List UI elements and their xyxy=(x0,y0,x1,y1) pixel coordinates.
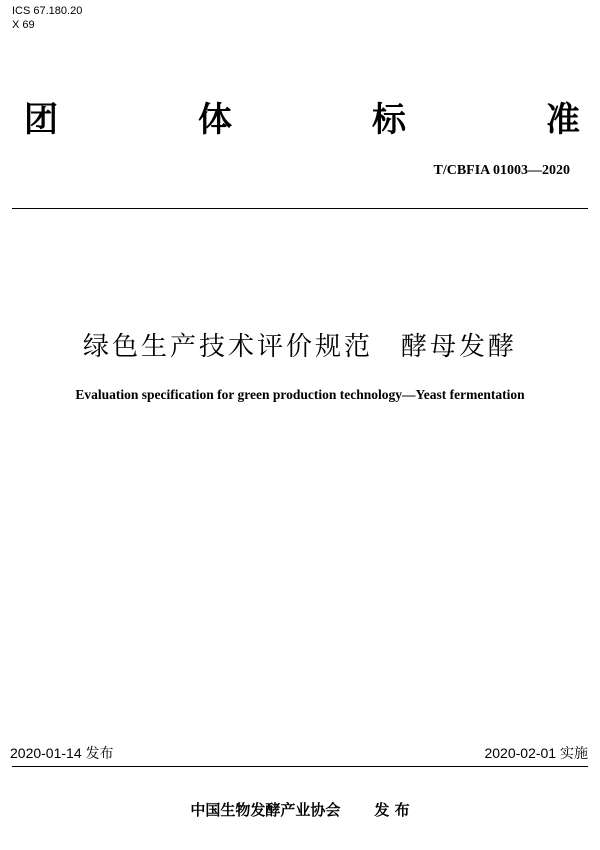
standard-type-char: 准 xyxy=(546,100,580,140)
publisher-action: 发 布 xyxy=(374,801,410,819)
top-divider xyxy=(12,208,588,209)
english-title: Evaluation specification for green production technology—Yeast fermentation xyxy=(75,387,525,402)
chinese-title xyxy=(0,329,600,365)
ics-code: ICS 67.180.20 xyxy=(12,5,83,17)
publisher-line xyxy=(0,800,600,820)
chinese-title-main: 绿色生产技术评价规范 xyxy=(82,332,373,362)
standard-type-heading xyxy=(24,100,580,140)
bottom-divider xyxy=(12,766,588,767)
standard-number: T/CBFIA 01003—2020 xyxy=(433,163,570,178)
chinese-title-sub: 酵母发酵 xyxy=(401,332,518,362)
publisher-name: 中国生物发酵产业协会 xyxy=(190,801,341,819)
implementation-date: 2020-02-01 实施 xyxy=(484,745,588,761)
standard-type-char: 标 xyxy=(372,100,406,140)
standard-type-char: 体 xyxy=(198,100,232,140)
standard-type-char: 团 xyxy=(24,100,58,140)
issue-date: 2020-01-14 发布 xyxy=(10,745,114,761)
classification-code: X 69 xyxy=(12,19,35,31)
